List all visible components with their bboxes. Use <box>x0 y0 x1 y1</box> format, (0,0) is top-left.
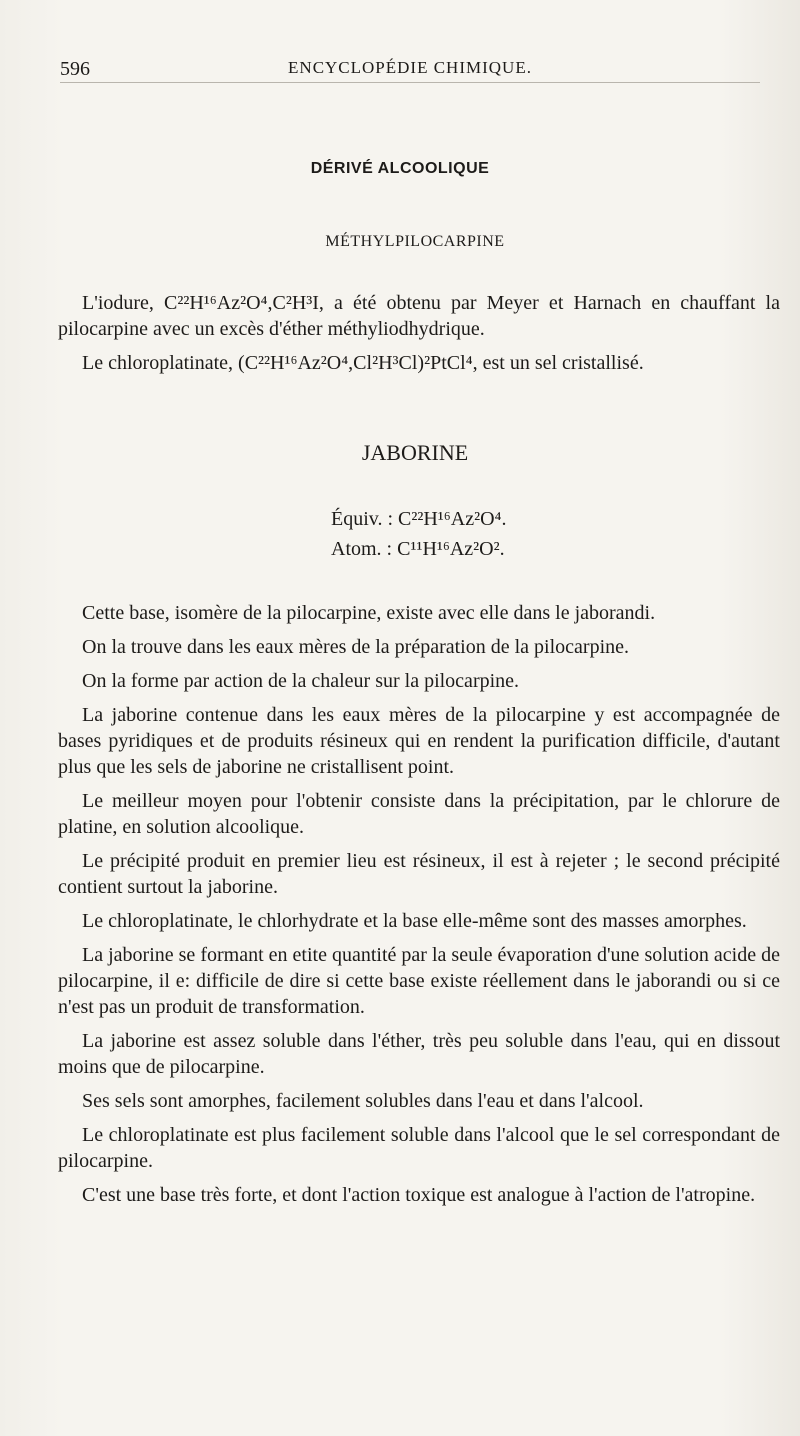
methyl-text <box>58 290 780 384</box>
paragraph: Ses sels sont amorphes, facilement solubles dans l'eau et dans l'alcool. <box>82 1090 644 1112</box>
paragraph: La jaborine est assez soluble dans l'éther, très peu soluble dans l'eau, qui en dissout moins que de pilocarpine. <box>58 1030 780 1078</box>
page-number: 596 <box>60 58 90 80</box>
section-title: DÉRIVÉ ALCOOLIQUE <box>310 160 490 177</box>
paragraph: Le chloroplatinate, le chlorhydrate et la base elle-même sont des masses amorphes. <box>82 910 747 932</box>
paragraph: On la forme par action de la chaleur sur la pilocarpine. <box>82 670 520 692</box>
paragraph: On la trouve dans les eaux mères de la préparation de la pilocarpine. <box>82 636 630 658</box>
paragraph: Le meilleur moyen pour l'obtenir consiste dans la précipitation, par le chlorure de platine, en solution alcoolique. <box>58 790 780 838</box>
paragraph: L'iodure, C²²H¹⁶Az²O⁴,C²H³I, a été obtenu par Meyer et Harnach en chauffant la pilocarpine avec un excès d'éther méthyliodhydrique. <box>58 292 780 340</box>
subsection-title: MÉTHYLPILOCARPINE <box>325 233 505 250</box>
paragraph: C'est une base très forte, et dont l'action toxique est analogue à l'action de l'atropine. <box>82 1184 756 1206</box>
page-header <box>60 52 760 83</box>
running-head: ENCYCLOPÉDIE CHIMIQUE. <box>288 58 532 77</box>
paragraph: Cette base, isomère de la pilocarpine, existe avec elle dans le jaborandi. <box>82 602 656 624</box>
jaborine-text <box>58 600 780 1216</box>
paragraph: Le chloroplatinate, (C²²H¹⁶Az²O⁴,Cl²H³Cl)²PtCl⁴, est un sel cristallisé. <box>82 352 644 374</box>
paragraph: La jaborine contenue dans les eaux mères de la pilocarpine y est accompagnée de bases pyridiques et de produits résineux qui en rendent la purification difficile, d'autant plus que les sels de jaborine ne cristallisent point. <box>58 704 780 778</box>
paragraph: Le chloroplatinate est plus facilement soluble dans l'alcool que le sel correspondant de pilocarpine. <box>58 1124 780 1172</box>
paragraph: La jaborine se formant en etite quantité par la seule évaporation d'une solution acide de pilocarpine, il e: difficile de dire si cette base existe réellement dans le jaborandi ou si ce n'est pas un produit de transformation. <box>58 944 780 1018</box>
formula-equiv: Équiv. : C²²H¹⁶Az²O⁴. <box>331 508 507 530</box>
paragraph: Le précipité produit en premier lieu est résineux, il est à rejeter ; le second précipité contient surtout la jaborine. <box>58 850 780 898</box>
jaborine-title: JABORINE <box>361 440 469 465</box>
formula-atom: Atom. : C¹¹H¹⁶Az²O². <box>331 538 505 560</box>
